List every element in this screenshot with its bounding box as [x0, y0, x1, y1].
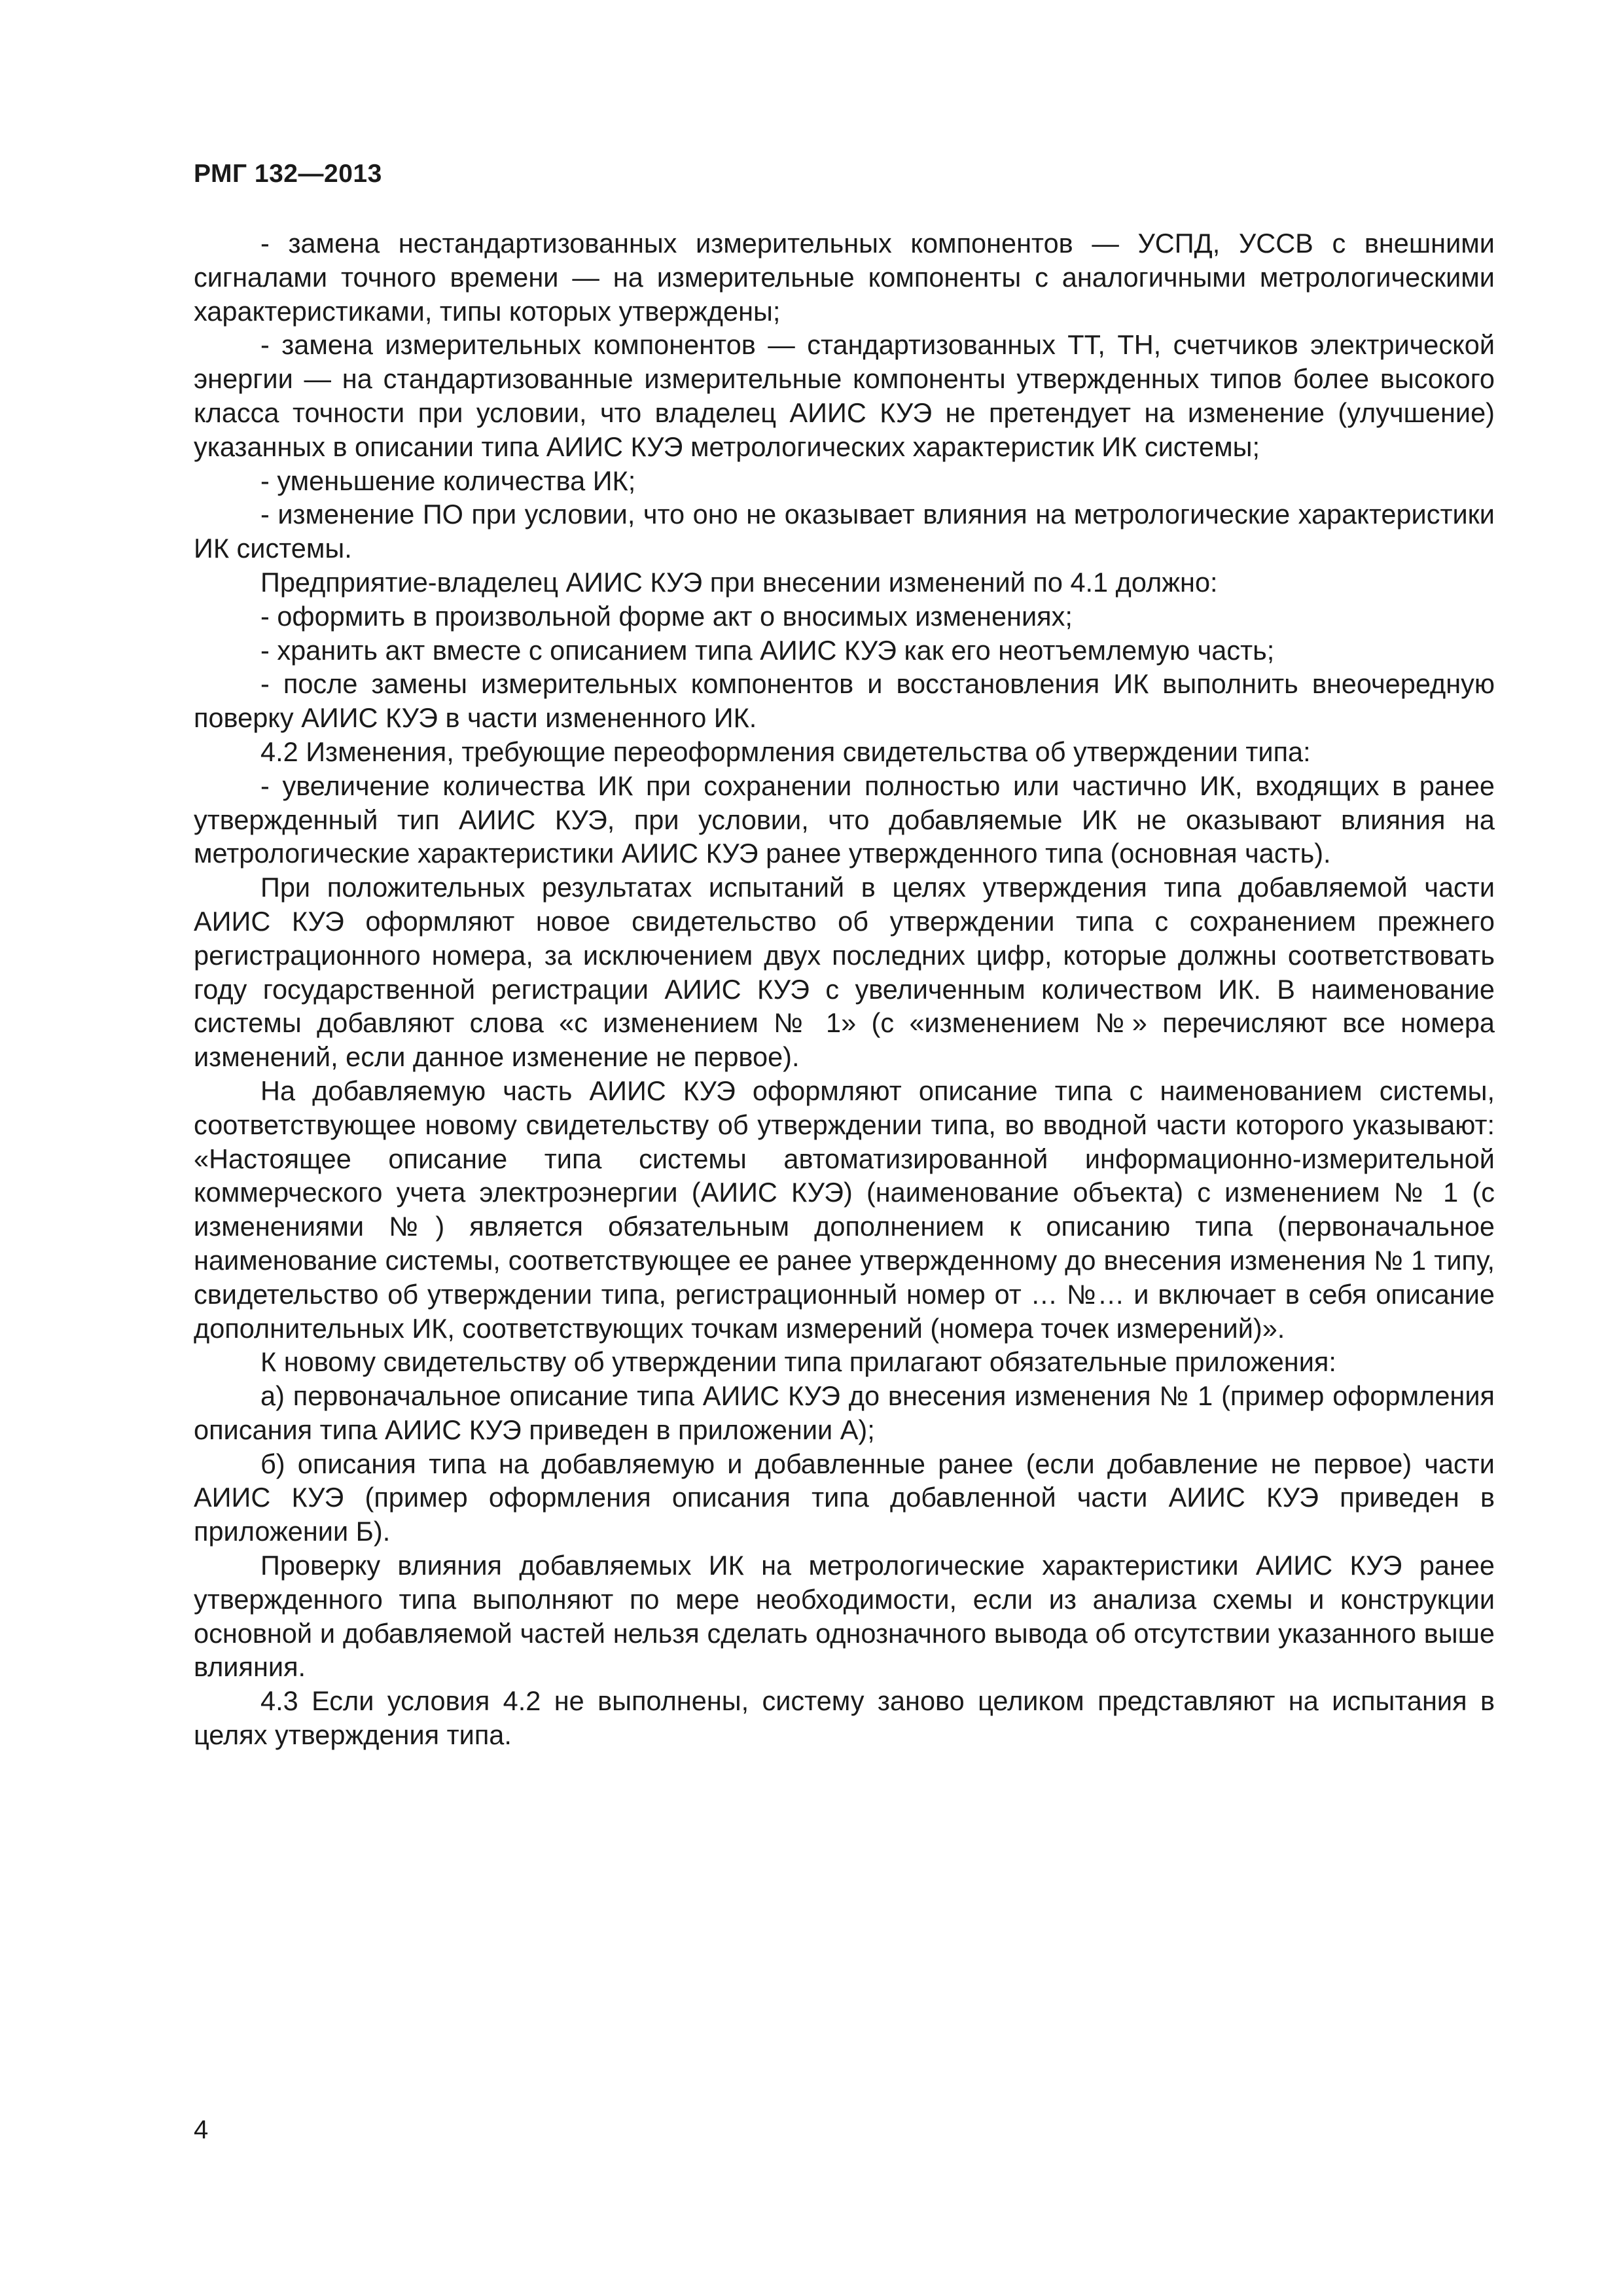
paragraph: Проверку влияния добавляемых ИК на метрологические характеристики АИИС КУЭ ранее утвержденного типа выполняют по мере необходимости, если из анализа схемы и конструкции основной и добавляемой частей нельзя сделать однозначного вывода об отсутствии указанного выше влияния.: [194, 1550, 1495, 1683]
document-code-header: РМГ 132—2013: [194, 160, 382, 188]
paragraph: - после замены измерительных компонентов и восстановления ИК выполнить внеочередную поверку АИИС КУЭ в части измененного ИК.: [194, 668, 1495, 734]
section-4-2-paragraph: 4.2 Изменения, требующие переоформления свидетельства об утверждении типа:: [260, 736, 1311, 767]
paragraph: К новому свидетельству об утверждении типа прилагают обязательные приложения:: [260, 1346, 1336, 1378]
page-number: 4: [194, 2115, 209, 2144]
paragraph: - замена нестандартизованных измерительных компонентов — УСПД, УССВ с внешними сигналами точного времени — на измерительные компоненты с аналогичными метрологическими характеристиками, типы которых утверждены;: [194, 228, 1495, 327]
paragraph: - увеличение количества ИК при сохранении полностью или частично ИК, входящих в ранее утвержденный тип АИИС КУЭ, при условии, что добавляемые ИК не оказывают влияния на метрологические характеристики АИИС КУЭ ранее утвержденного типа (основная часть).: [194, 770, 1495, 869]
list-item-a: а) первоначальное описание типа АИИС КУЭ до внесения изменения № 1 (пример оформления описания типа АИИС КУЭ приведен в приложении А);: [194, 1380, 1495, 1445]
paragraph: - оформить в произвольной форме акт о вносимых изменениях;: [260, 600, 1073, 632]
paragraph: - изменение ПО при условии, что оно не оказывает влияния на метрологические характеристики ИК системы.: [194, 499, 1495, 564]
list-item-b: б) описания типа на добавляемую и добавленные ранее (если добавление не первое) части АИИС КУЭ (пример оформления описания типа добавленной части АИИС КУЭ приведен в приложении Б).: [194, 1448, 1495, 1547]
paragraph: Предприятие-владелец АИИС КУЭ при внесении изменений по 4.1 должно:: [260, 566, 1218, 598]
section-4-3-paragraph: 4.3 Если условия 4.2 не выполнены, систему заново целиком представляют на испытания в целях утверждения типа.: [194, 1685, 1495, 1751]
paragraph: - хранить акт вместе с описанием типа АИИС КУЭ как его неотъемлемую часть;: [260, 634, 1275, 666]
document-body: [194, 226, 1495, 1752]
paragraph: - замена измерительных компонентов — стандартизованных ТТ, ТН, счетчиков электрической энергии — на стандартизованные измерительные компоненты утвержденных типов более высокого класса точности при условии, что владелец АИИС КУЭ не претендует на изменение (улучшение) указанных в описании типа АИИС КУЭ метрологических характеристик ИК системы;: [194, 329, 1495, 462]
paragraph: - уменьшение количества ИК;: [260, 465, 636, 496]
paragraph: На добавляемую часть АИИС КУЭ оформляют описание типа с наименованием системы, соответствующее новому свидетельству об утверждении типа, во вводной части которого указывают: «Настоящее описание типа системы автоматизированной информационно-измерительной коммерческого учета электроэнергии (АИИС КУЭ) (наименование объекта) с изменением № 1 (с изменениями №) является обязательным дополнением к описанию типа (первоначальное наименование системы, соответствующее ее ранее утвержденному до внесения изменения № 1 типу, свидетельство об утверждении типа, регистрационный номер от … №… и включает в себя описание дополнительных ИК, соответствующих точкам измерений (номера точек измерений)».: [194, 1075, 1495, 1344]
paragraph: При положительных результатах испытаний в целях утверждения типа добавляемой части АИИС КУЭ оформляют новое свидетельство об утверждении типа с сохранением прежнего регистрационного номера, за исключением двух последних цифр, которые должны соответствовать году государственной регистрации АИИС КУЭ с увеличенным количеством ИК. В наименование системы добавляют слова «с изменением № 1» (с «изменением №» перечисляют все номера изменений, если данное изменение не первое).: [194, 872, 1495, 1073]
